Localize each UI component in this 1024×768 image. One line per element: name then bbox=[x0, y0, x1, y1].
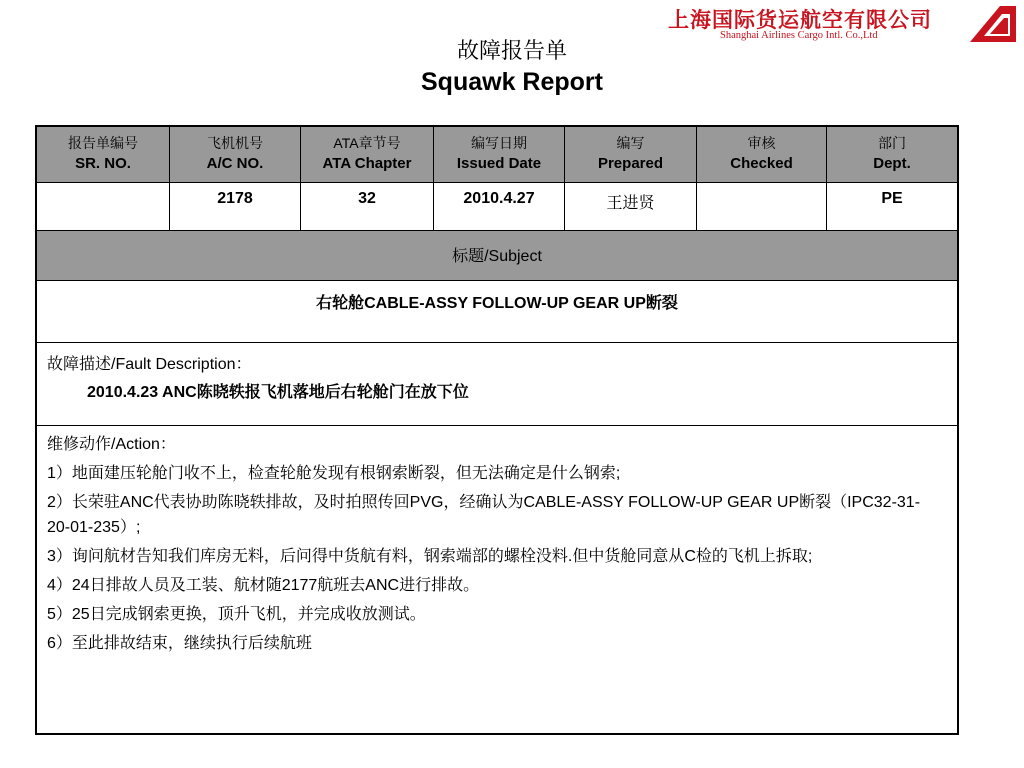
value-checked bbox=[697, 183, 827, 231]
value-ac-no: 2178 bbox=[170, 183, 301, 231]
action-step: 3）询问航材告知我们库房无料，后问得中货航有料，钢索端部的螺栓没料.但中货舱同意从C检的飞机上拆取; bbox=[47, 548, 813, 565]
action-section bbox=[37, 426, 957, 733]
value-prepared: 王进贤 bbox=[565, 183, 697, 231]
squawk-report-form bbox=[35, 125, 959, 735]
header-dept: 部门 Dept. bbox=[827, 127, 957, 183]
fault-description-text: 2010.4.23 ANC陈晓轶报飞机落地后右轮舱门在放下位 bbox=[87, 384, 469, 401]
action-step: 2）长荣驻ANC代表协助陈晓轶排故，及时拍照传回PVG，经确认为CABLE-ASSY FOLLOW-UP GEAR UP断裂（IPC32-31-20-01-235）; bbox=[47, 494, 921, 536]
value-issued-date: 2010.4.27 bbox=[434, 183, 565, 231]
company-name-cn: 上海国际货运航空有限公司 bbox=[668, 7, 932, 32]
company-name-en: Shanghai Airlines Cargo Intl. Co.,Ltd bbox=[720, 30, 878, 41]
fault-description-section bbox=[37, 343, 957, 426]
header-prepared: 编写 Prepared bbox=[565, 127, 697, 183]
header-issued-date: 编写日期 Issued Date bbox=[434, 127, 565, 183]
action-step: 6）至此排故结束，继续执行后续航班 bbox=[47, 635, 312, 652]
header-ac-no: 飞机机号 A/C NO. bbox=[170, 127, 301, 183]
value-dept: PE bbox=[827, 183, 957, 231]
header-sr-no: 报告单编号 SR. NO. bbox=[37, 127, 170, 183]
subject-header: 标题/Subject bbox=[37, 231, 957, 281]
fault-description-label: 故障描述/Fault Description： bbox=[47, 356, 252, 373]
action-step: 5）25日完成钢索更换，顶升飞机，并完成收放测试。 bbox=[47, 606, 426, 623]
action-label: 维修动作/Action： bbox=[47, 436, 176, 453]
value-ata-chapter: 32 bbox=[301, 183, 434, 231]
page-title-en: Squawk Report bbox=[421, 68, 603, 96]
header-ata-chapter: ATA章节号 ATA Chapter bbox=[301, 127, 434, 183]
action-step: 1）地面建压轮舱门收不上，检查轮舱发现有根钢索断裂，但无法确定是什么钢索; bbox=[47, 465, 621, 482]
page-title-cn: 故障报告单 bbox=[456, 39, 567, 64]
action-step: 4）24日排故人员及工装、航材随2177航班去ANC进行排故。 bbox=[47, 577, 480, 594]
subject-value: 右轮舱CABLE-ASSY FOLLOW-UP GEAR UP断裂 bbox=[37, 281, 957, 343]
header-checked: 审核 Checked bbox=[697, 127, 827, 183]
value-sr-no bbox=[37, 183, 170, 231]
